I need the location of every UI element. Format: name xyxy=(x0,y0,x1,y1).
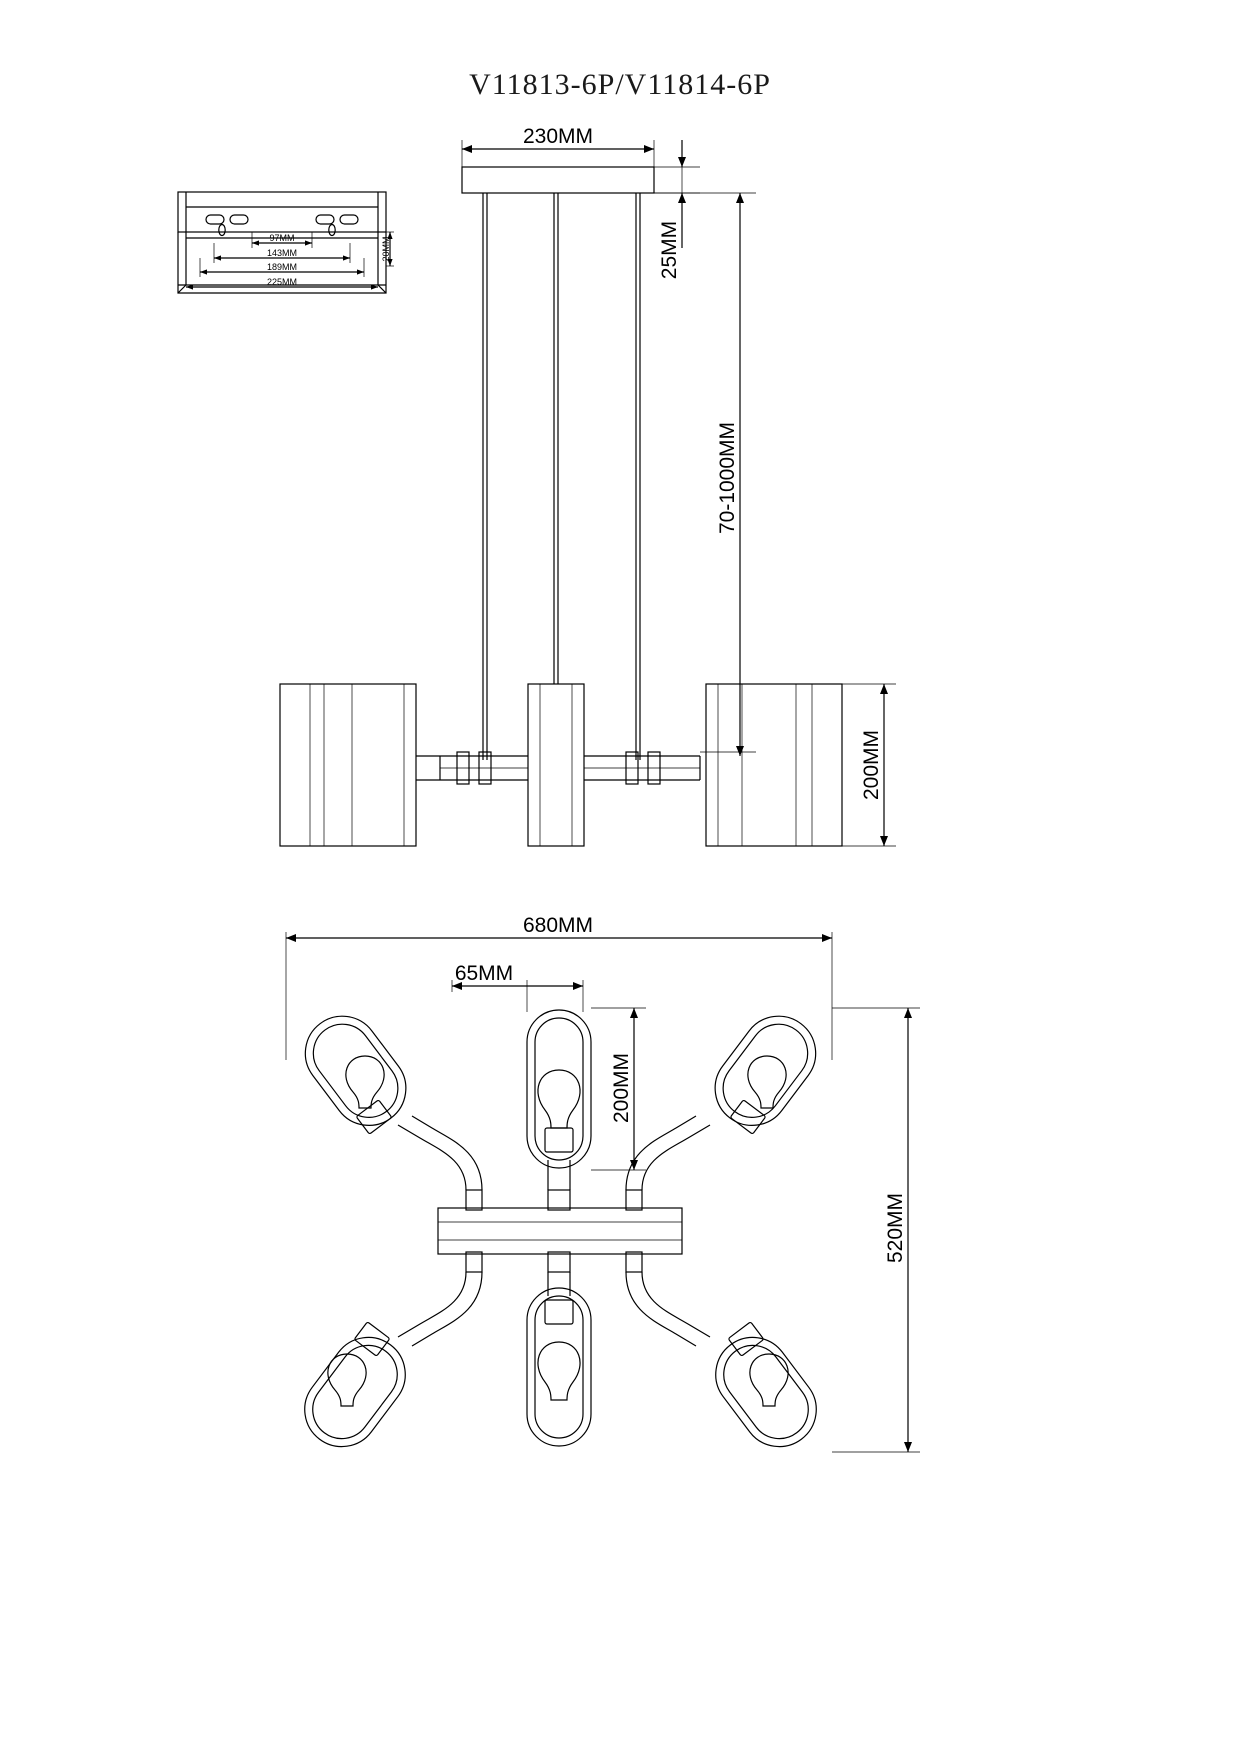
dim-label-20: 20MM xyxy=(381,236,391,262)
page-title: V11813-6P/V11814-6P xyxy=(469,68,771,101)
dim-label-200-plan: 200MM xyxy=(610,1052,633,1124)
dim-label-680: 680MM xyxy=(522,914,594,937)
dim-label-200-front: 200MM xyxy=(860,729,883,801)
front-elevation-view xyxy=(280,140,896,846)
dim-label-189: 189MM xyxy=(266,262,298,272)
dim-label-225: 225MM xyxy=(266,277,298,287)
dim-label-143: 143MM xyxy=(266,248,298,258)
plan-view xyxy=(286,932,920,1461)
dim-label-230: 230MM xyxy=(522,125,594,148)
dim-label-65: 65MM xyxy=(454,962,514,985)
dim-label-97: 97MM xyxy=(269,233,295,243)
dim-label-520: 520MM xyxy=(884,1192,907,1264)
dimension-labels xyxy=(267,125,907,1263)
dim-label-25: 25MM xyxy=(658,220,681,280)
dim-label-70-1000: 70-1000MM xyxy=(716,421,739,535)
